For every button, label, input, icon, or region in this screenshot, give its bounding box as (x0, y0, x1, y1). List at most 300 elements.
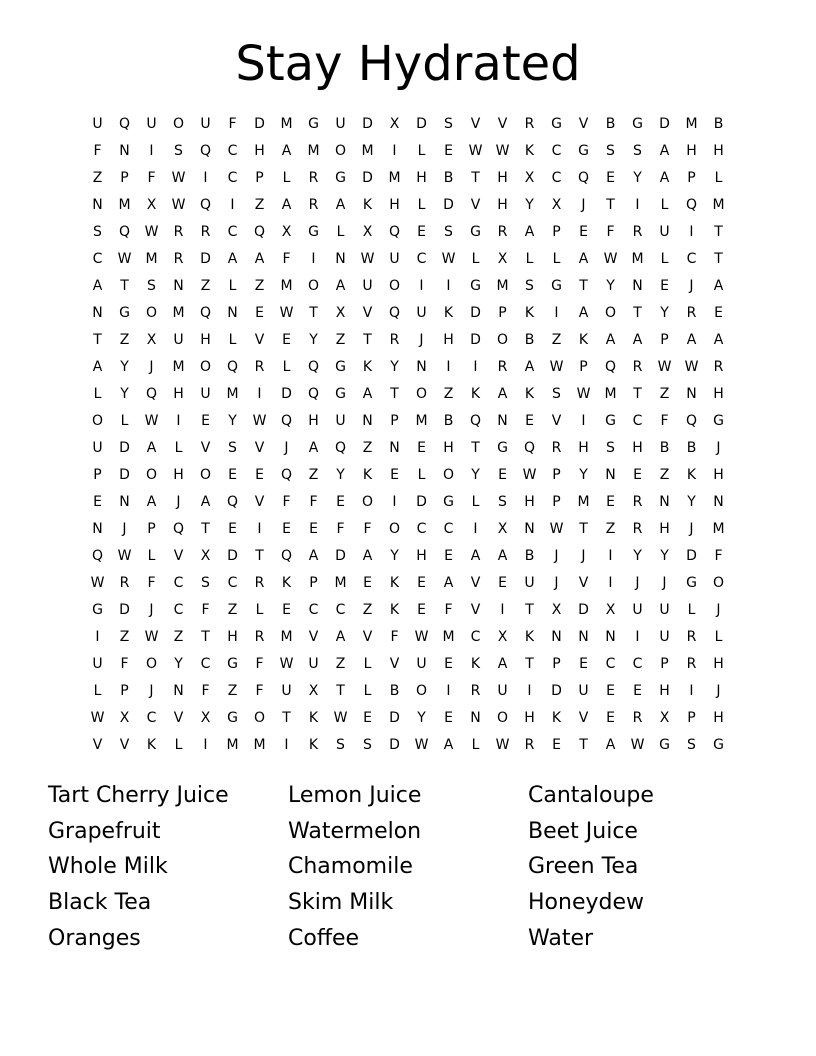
grid-letter: Z (605, 521, 616, 537)
grid-letter: V (470, 116, 481, 132)
grid-row (84, 570, 732, 597)
grid-letter: I (581, 413, 586, 429)
word-list-item: Green Tea (528, 854, 639, 880)
grid-letter: C (308, 602, 319, 618)
grid-letter: V (173, 548, 184, 564)
grid-letter: F (255, 683, 264, 699)
grid-letter: F (282, 494, 291, 510)
grid-letter: D (200, 251, 211, 267)
grid-letter: Y (579, 467, 588, 483)
grid-letter: F (201, 602, 210, 618)
grid-row (84, 516, 732, 543)
grid-letter: A (713, 332, 724, 348)
word-list-item: Cantaloupe (528, 783, 654, 808)
word-list-item: Beet Juice (528, 818, 638, 844)
grid-letter: P (93, 467, 102, 483)
grid-letter: W (657, 359, 672, 375)
grid-letter: L (687, 602, 696, 618)
grid-letter: Q (334, 440, 347, 456)
grid-letter: O (496, 332, 509, 348)
grid-letter: J (716, 440, 721, 456)
grid-letter: O (712, 575, 725, 591)
word-list-item: Chamomile (288, 854, 413, 880)
grid-letter: M (685, 116, 698, 132)
grid-letter: N (362, 413, 373, 429)
grid-letter: N (605, 629, 616, 645)
grid-letter: C (92, 251, 103, 267)
grid-letter: G (335, 170, 346, 186)
grid-letter: H (173, 386, 184, 402)
grid-letter: C (686, 251, 697, 267)
grid-letter: W (279, 656, 294, 672)
grid-letter: Q (145, 386, 158, 402)
grid-letter: X (200, 710, 211, 726)
grid-letter: H (308, 413, 319, 429)
grid-letter: D (362, 170, 373, 186)
grid-letter: J (635, 575, 640, 591)
grid-letter: B (443, 170, 454, 186)
grid-letter: N (119, 494, 130, 510)
grid-letter: W (117, 548, 132, 564)
grid-letter: V (200, 440, 211, 456)
grid-letter: V (389, 656, 400, 672)
grid-row (84, 651, 732, 678)
grid-letter: Y (660, 548, 669, 564)
grid-letter: T (93, 332, 102, 348)
grid-letter: N (227, 305, 238, 321)
grid-letter: R (119, 575, 130, 591)
grid-letter: M (226, 386, 239, 402)
grid-letter: T (471, 440, 480, 456)
grid-letter: M (280, 278, 293, 294)
grid-letter: U (497, 683, 508, 699)
grid-letter: Z (119, 629, 130, 645)
grid-letter: K (281, 575, 292, 591)
grid-letter: R (389, 332, 400, 348)
grid-letter: T (525, 656, 534, 672)
grid-letter: S (228, 440, 237, 456)
grid-letter: U (200, 386, 211, 402)
grid-letter: R (308, 170, 319, 186)
grid-letter: E (417, 224, 426, 240)
grid-letter: W (171, 170, 186, 186)
grid-letter: A (335, 278, 346, 294)
grid-letter: K (524, 143, 535, 159)
grid-letter: U (416, 656, 427, 672)
grid-row (84, 543, 732, 570)
grid-letter: W (333, 710, 348, 726)
grid-letter: Q (91, 548, 104, 564)
grid-letter: Y (471, 467, 480, 483)
grid-letter: J (554, 575, 559, 591)
grid-letter: A (200, 494, 211, 510)
grid-letter: Y (174, 656, 183, 672)
grid-letter: A (632, 332, 643, 348)
grid-letter: W (603, 251, 618, 267)
grid-letter: S (552, 386, 561, 402)
grid-letter: T (282, 710, 291, 726)
grid-letter: X (308, 683, 319, 699)
grid-letter: I (446, 359, 451, 375)
grid-letter: C (146, 710, 157, 726)
grid-letter: Z (335, 332, 346, 348)
grid-letter: R (632, 224, 643, 240)
grid-letter: D (362, 116, 373, 132)
grid-letter: W (279, 305, 294, 321)
grid-letter: R (470, 683, 481, 699)
grid-letter: S (498, 494, 507, 510)
grid-letter: D (551, 683, 562, 699)
grid-letter: U (362, 278, 373, 294)
grid-letter: I (176, 413, 181, 429)
grid-letter: K (443, 305, 454, 321)
grid-letter: Z (443, 386, 454, 402)
grid-letter: E (660, 278, 669, 294)
grid-letter: A (335, 197, 346, 213)
grid-letter: E (309, 521, 318, 537)
grid-letter: U (389, 251, 400, 267)
grid-letter: W (252, 413, 267, 429)
grid-letter: I (446, 683, 451, 699)
grid-letter: L (417, 143, 426, 159)
grid-letter: I (284, 737, 289, 753)
grid-letter: L (282, 170, 291, 186)
grid-letter: H (713, 656, 724, 672)
grid-letter: L (174, 737, 183, 753)
grid-letter: X (605, 602, 616, 618)
grid-letter: F (714, 548, 723, 564)
word-list-item: Water (528, 925, 594, 951)
grid-letter: B (524, 548, 535, 564)
grid-letter: J (149, 602, 154, 618)
grid-letter: Z (227, 602, 238, 618)
grid-letter: B (659, 440, 670, 456)
grid-letter: E (390, 467, 399, 483)
grid-letter: V (173, 710, 184, 726)
grid-letter: M (577, 494, 590, 510)
grid-letter: E (417, 575, 426, 591)
grid-row (84, 381, 732, 408)
grid-letter: H (416, 548, 427, 564)
grid-letter: W (144, 413, 159, 429)
grid-letter: A (281, 197, 292, 213)
grid-letter: M (604, 386, 617, 402)
grid-letter: H (416, 170, 427, 186)
grid-letter: U (146, 116, 157, 132)
grid-letter: D (281, 386, 292, 402)
grid-letter: B (605, 116, 616, 132)
page-title: Stay Hydrated (235, 36, 581, 92)
grid-letter: A (578, 305, 589, 321)
grid-letter: X (551, 602, 562, 618)
grid-letter: H (497, 170, 508, 186)
grid-letter: W (630, 737, 645, 753)
grid-letter: P (552, 656, 561, 672)
grid-letter: C (605, 656, 616, 672)
grid-letter: I (257, 521, 262, 537)
grid-letter: F (120, 656, 129, 672)
word-list-column (288, 778, 528, 957)
grid-letter: A (92, 359, 103, 375)
grid-letter: Y (687, 494, 696, 510)
grid-row (84, 435, 732, 462)
grid-letter: R (632, 521, 643, 537)
grid-letter: X (200, 548, 211, 564)
grid-letter: A (281, 143, 292, 159)
grid-letter: C (443, 521, 454, 537)
grid-letter: F (147, 575, 156, 591)
grid-letter: X (524, 170, 535, 186)
grid-letter: K (146, 737, 157, 753)
grid-letter: N (551, 629, 562, 645)
grid-letter: I (554, 305, 559, 321)
grid-letter: E (282, 332, 291, 348)
grid-letter: E (282, 521, 291, 537)
grid-letter: N (119, 143, 130, 159)
grid-letter: R (632, 359, 643, 375)
word-list-item: Coffee (288, 925, 360, 951)
grid-letter: L (525, 251, 534, 267)
grid-letter: L (714, 629, 723, 645)
grid-letter: O (604, 305, 617, 321)
grid-letter: A (308, 548, 319, 564)
grid-letter: E (201, 413, 210, 429)
grid-letter: H (443, 440, 454, 456)
grid-letter: D (335, 548, 346, 564)
grid-row (84, 489, 732, 516)
grid-letter: V (254, 440, 265, 456)
grid-letter: L (93, 386, 102, 402)
grid-letter: P (579, 359, 588, 375)
grid-letter: V (551, 413, 562, 429)
grid-letter: R (686, 629, 697, 645)
grid-letter: A (92, 278, 103, 294)
grid-letter: Y (120, 386, 129, 402)
grid-letter: N (416, 359, 427, 375)
grid-letter: L (228, 332, 237, 348)
grid-letter: D (470, 305, 481, 321)
grid-letter: D (416, 116, 427, 132)
grid-letter: L (255, 602, 264, 618)
grid-letter: E (606, 170, 615, 186)
grid-letter: S (633, 143, 642, 159)
grid-letter: P (687, 710, 696, 726)
grid-letter: F (444, 602, 453, 618)
grid-letter: Z (200, 278, 211, 294)
grid-letter: K (362, 359, 373, 375)
word-list-item: Black Tea (48, 890, 152, 916)
grid-letter: N (92, 521, 103, 537)
grid-letter: L (471, 737, 480, 753)
grid-letter: T (120, 278, 129, 294)
grid-letter: W (441, 251, 456, 267)
grid-letter: X (146, 332, 157, 348)
grid-letter: O (415, 386, 428, 402)
grid-letter: C (173, 602, 184, 618)
grid-letter: E (579, 224, 588, 240)
grid-letter: T (633, 305, 642, 321)
grid-letter: C (632, 656, 643, 672)
grid-letter: K (524, 305, 535, 321)
grid-letter: R (254, 575, 265, 591)
grid-letter: G (659, 737, 670, 753)
grid-letter: O (442, 467, 455, 483)
grid-letter: I (689, 224, 694, 240)
grid-letter: X (146, 197, 157, 213)
grid-letter: V (92, 737, 103, 753)
grid-letter: D (119, 467, 130, 483)
grid-letter: P (390, 413, 399, 429)
grid-letter: M (172, 359, 185, 375)
grid-letter: R (686, 656, 697, 672)
grid-letter: A (227, 251, 238, 267)
grid-letter: H (632, 440, 643, 456)
grid-letter: H (713, 710, 724, 726)
grid-letter: G (605, 413, 616, 429)
grid-letter: V (362, 305, 373, 321)
grid-letter: Q (199, 143, 212, 159)
grid-letter: Z (551, 332, 562, 348)
grid-letter: G (92, 602, 103, 618)
grid-letter: R (173, 251, 184, 267)
grid-letter: M (334, 575, 347, 591)
grid-letter: E (444, 710, 453, 726)
grid-letter: T (525, 602, 534, 618)
grid-row (84, 327, 732, 354)
grid-letter: Z (362, 602, 373, 618)
grid-letter: P (552, 467, 561, 483)
grid-letter: M (172, 305, 185, 321)
grid-letter: K (308, 710, 319, 726)
grid-letter: J (662, 575, 667, 591)
grid-row (84, 408, 732, 435)
grid-letter: C (227, 170, 238, 186)
grid-letter: C (173, 575, 184, 591)
grid-row (84, 705, 732, 732)
grid-letter: I (392, 143, 397, 159)
grid-letter: B (713, 116, 724, 132)
grid-letter: Q (388, 305, 401, 321)
grid-letter: C (416, 251, 427, 267)
grid-letter: L (363, 656, 372, 672)
grid-letter: Y (390, 548, 399, 564)
grid-letter: K (470, 386, 481, 402)
word-list-item: Watermelon (288, 818, 422, 844)
grid-letter: S (444, 224, 453, 240)
grid-letter: Y (390, 359, 399, 375)
grid-letter: U (524, 575, 535, 591)
grid-letter: E (282, 602, 291, 618)
grid-letter: T (579, 278, 588, 294)
grid-row (84, 300, 732, 327)
grid-letter: I (473, 521, 478, 537)
grid-letter: Q (523, 440, 536, 456)
grid-letter: N (578, 629, 589, 645)
word-list-item: Skim Milk (288, 890, 394, 916)
grid-row (84, 354, 732, 381)
grid-letter: Z (119, 332, 130, 348)
grid-letter: H (497, 197, 508, 213)
grid-letter: A (497, 548, 508, 564)
grid-letter: H (713, 143, 724, 159)
grid-letter: Z (308, 467, 319, 483)
grid-letter: M (361, 143, 374, 159)
grid-letter: Q (253, 224, 266, 240)
grid-letter: K (308, 737, 319, 753)
grid-letter: E (579, 656, 588, 672)
grid-letter: U (308, 656, 319, 672)
grid-letter: T (579, 521, 588, 537)
grid-letter: T (255, 548, 264, 564)
grid-letter: X (497, 629, 508, 645)
grid-letter: D (686, 548, 697, 564)
grid-letter: W (549, 359, 564, 375)
grid-letter: G (119, 305, 130, 321)
grid-letter: V (578, 575, 589, 591)
grid-letter: Q (577, 170, 590, 186)
grid-letter: C (551, 143, 562, 159)
grid-row (84, 597, 732, 624)
grid-letter: U (335, 116, 346, 132)
grid-letter: W (414, 737, 429, 753)
grid-letter: Z (659, 386, 670, 402)
grid-letter: T (714, 224, 723, 240)
grid-letter: C (416, 521, 427, 537)
grid-letter: P (147, 521, 156, 537)
grid-letter: T (714, 251, 723, 267)
grid-row (84, 246, 732, 273)
grid-letter: Y (228, 413, 237, 429)
grid-letter: A (443, 575, 454, 591)
word-list-item: Lemon Juice (288, 783, 422, 808)
grid-letter: S (606, 143, 615, 159)
grid-letter: V (308, 629, 319, 645)
grid-letter: V (254, 494, 265, 510)
grid-letter: G (335, 359, 346, 375)
grid-letter: C (335, 602, 346, 618)
grid-letter: S (444, 116, 453, 132)
grid-letter: P (498, 305, 507, 321)
grid-letter: W (414, 629, 429, 645)
grid-letter: K (470, 656, 481, 672)
grid-letter: S (147, 278, 156, 294)
grid-letter: N (605, 467, 616, 483)
grid-letter: G (686, 575, 697, 591)
grid-letter: Y (660, 305, 669, 321)
grid-letter: Q (307, 359, 320, 375)
grid-letter: G (308, 224, 319, 240)
grid-letter: L (363, 683, 372, 699)
grid-letter: T (633, 386, 642, 402)
grid-letter: E (228, 467, 237, 483)
grid-letter: O (388, 521, 401, 537)
grid-letter: X (119, 710, 130, 726)
grid-letter: U (416, 305, 427, 321)
grid-letter: U (92, 116, 103, 132)
grid-letter: A (146, 440, 157, 456)
grid-letter: E (93, 494, 102, 510)
grid-letter: G (335, 386, 346, 402)
grid-letter: C (551, 170, 562, 186)
grid-letter: J (122, 521, 127, 537)
grid-letter: F (255, 656, 264, 672)
word-list-column (48, 778, 288, 957)
grid-letter: I (446, 278, 451, 294)
grid-letter: E (525, 413, 534, 429)
grid-letter: D (470, 332, 481, 348)
grid-letter: E (606, 494, 615, 510)
grid-letter: M (415, 413, 428, 429)
